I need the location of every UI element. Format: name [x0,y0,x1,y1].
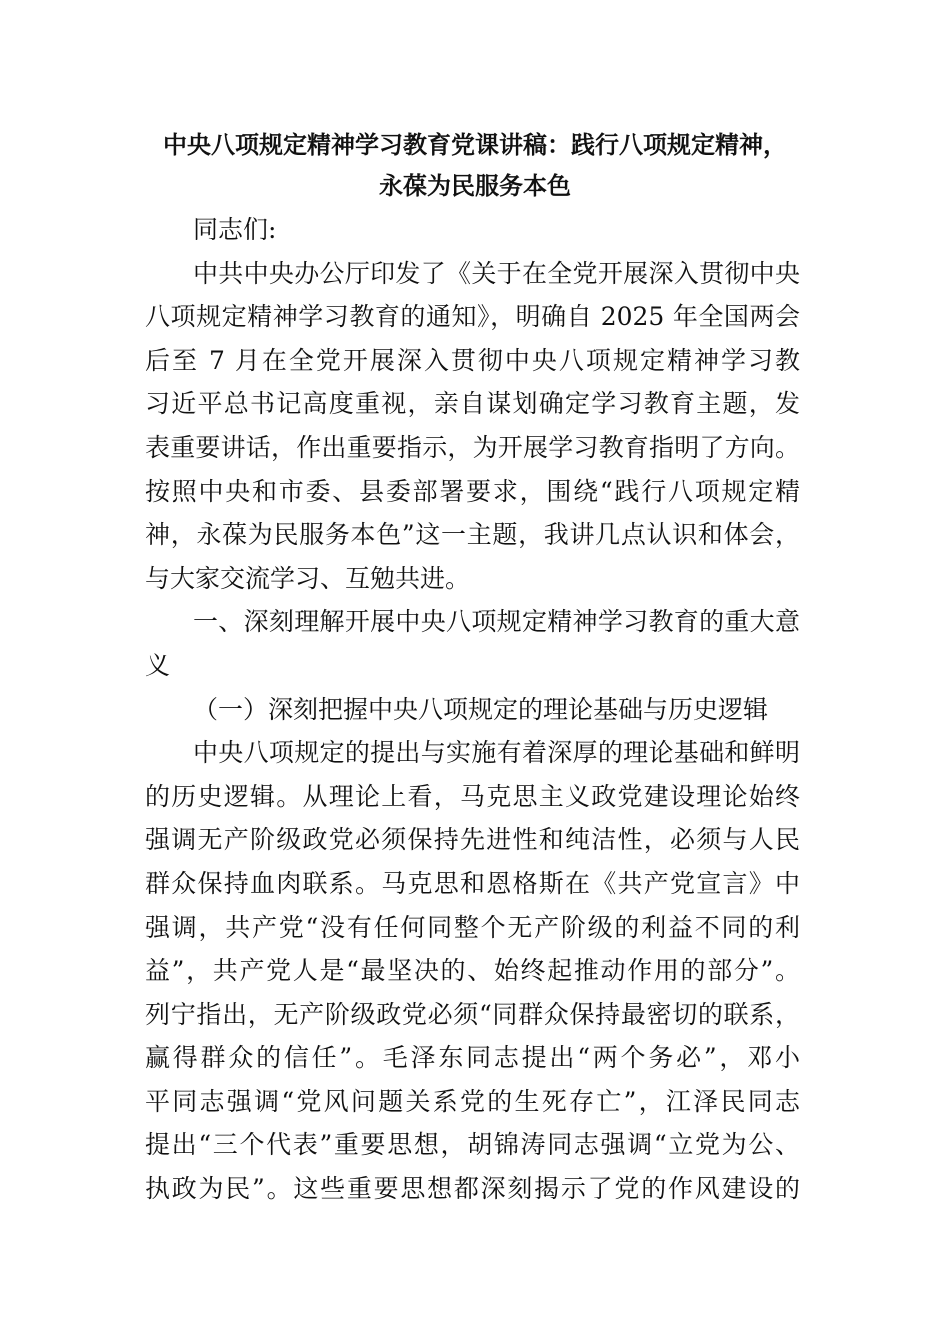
subsection-heading: （一）深刻把握中央八项规定的理论基础与历史逻辑 [193,694,769,724]
section-heading: 义 [145,650,171,680]
document-body [145,208,800,1211]
paragraph-line: 中共中央办公厅印发了《关于在全党开展深入贯彻中央 [193,258,800,288]
paragraph-line: 按照中央和市委、县委部署要求，围绕“践行八项规定精 [145,476,800,506]
paragraph-line: 赢得群众的信任”。毛泽东同志提出“两个务必”，邓小 [145,1043,800,1073]
paragraph-line: 后至 7 月在全党开展深入贯彻中央八项规定精神学习教 [145,345,800,375]
paragraph-line: 八项规定精神学习教育的通知》，明确自 2025 年全国两会 [145,302,800,332]
paragraph-line: 群众保持血肉联系。马克思和恩格斯在《共产党宣言》中 [145,868,800,898]
paragraph-line: 的历史逻辑。从理论上看，马克思主义政党建设理论始终 [145,781,800,811]
paragraph-line: 神，永葆为民服务本色”这一主题，我讲几点认识和体会， [145,520,800,550]
paragraph-line: 表重要讲话，作出重要指示，为开展学习教育指明了方向。 [145,432,800,462]
paragraph-line: 强调无产阶级政党必须保持先进性和纯洁性，必须与人民 [145,825,800,855]
paragraph-line: 益”，共产党人是“最坚决的、始终起推动作用的部分”。 [145,956,800,986]
paragraph-line: 列宁指出，无产阶级政党必须“同群众保持最密切的联系， [145,999,800,1029]
salutation: 同志们: [193,215,277,244]
paragraph-line: 习近平总书记高度重视，亲自谋划确定学习教育主题，发 [145,389,800,419]
paragraph-line: 中央八项规定的提出与实施有着深厚的理论基础和鲜明 [193,738,800,768]
paragraph-line: 强调，共产党“没有任何同整个无产阶级的利益不同的利 [145,912,800,942]
paragraph-line: 与大家交流学习、互勉共进。 [145,563,471,593]
document-title-line-1: 中央八项规定精神学习教育党课讲稿：践行八项规定精神， [163,131,787,159]
paragraph-line: 平同志强调“党风问题关系党的生死存亡”，江泽民同志 [145,1086,800,1116]
section-heading: 一、深刻理解开展中央八项规定精神学习教育的重大意 [193,607,800,637]
paragraph-line: 提出“三个代表”重要思想，胡锦涛同志强调“立党为公、 [145,1130,800,1160]
document-title-line-2: 永葆为民服务本色 [379,172,571,200]
paragraph-line: 执政为民”。这些重要思想都深刻揭示了党的作风建设的 [145,1174,800,1204]
